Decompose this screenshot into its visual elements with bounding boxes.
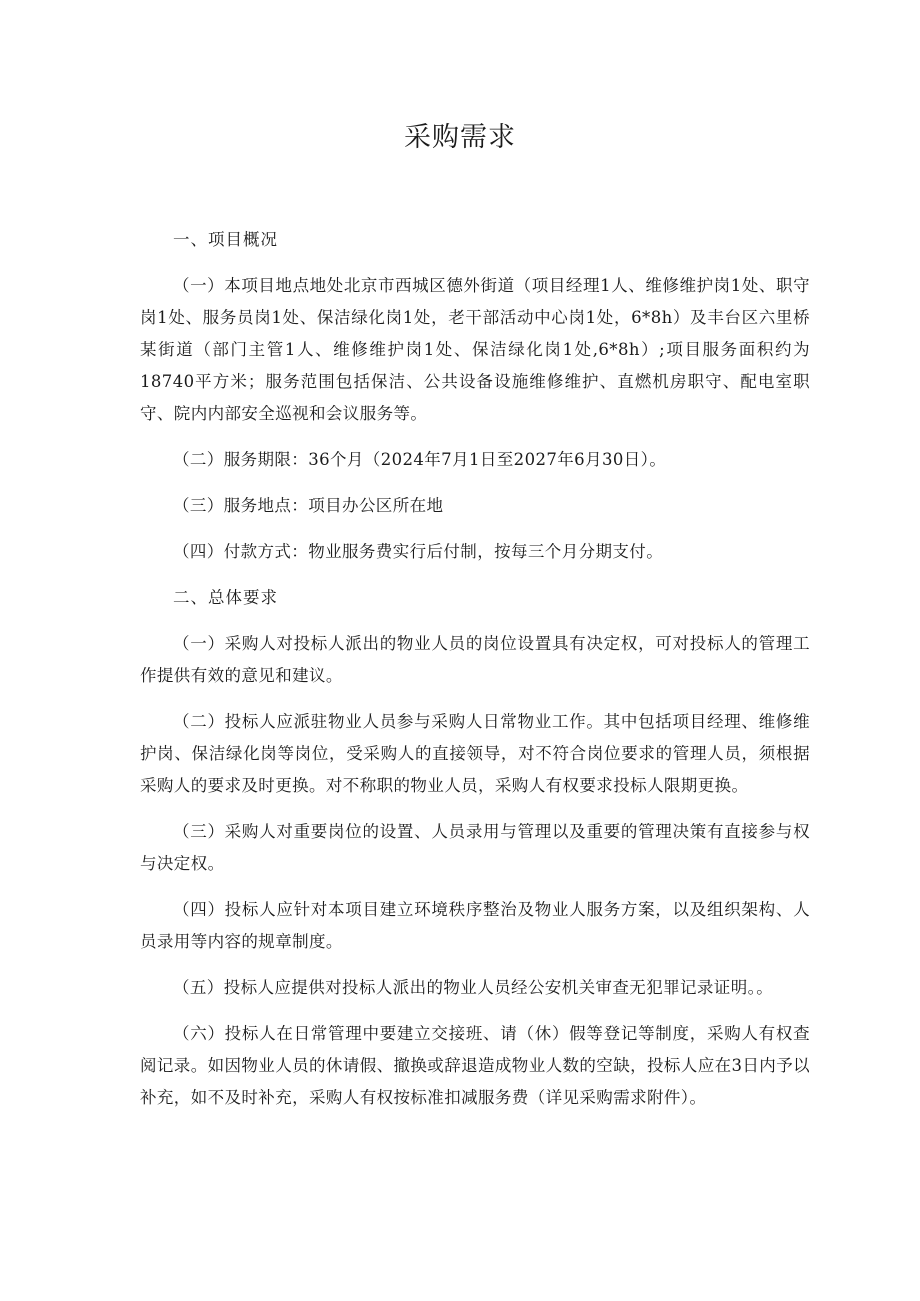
section-heading-project-overview: 一、项目概况	[173, 230, 278, 249]
paragraph-requirement-6: （六）投标人在日常管理中要建立交接班、请（休）假等登记等制度，采购人有权查阅记录。如因物业人员的休请假、撤换或辞退造成物业人数的空缺，投标人应在3日内予以补充，如不及时补充，采购人有权按标准扣减服务费（详见采购需求附件）。	[140, 1024, 810, 1107]
paragraph-requirement-2: （二）投标人应派驻物业人员参与采购人日常物业工作。其中包括项目经理、维修维护岗、保洁绿化岗等岗位，受采购人的直接领导，对不符合岗位要求的管理人员，须根据采购人的要求及时更换。对不称职的物业人员，采购人有权要求投标人限期更换。	[140, 712, 810, 795]
document-body	[140, 224, 810, 1128]
paragraph-project-location: （一）本项目地点地处北京市西城区德外街道（项目经理1人、维修维护岗1处、职守岗1处、服务员岗1处、保洁绿化岗1处，老干部活动中心岗1处，6*8h）及丰台区六里桥某街道（部门主管1人、维修维护岗1处、保洁绿化岗1处,6*8h）;项目服务面积约为18740平方米；服务范围包括保洁、公共设备设施维修维护、直燃机房职守、配电室职守、院内内部安全巡视和会议服务等。	[140, 276, 810, 423]
section-heading-general-requirements: 二、总体要求	[173, 588, 278, 607]
paragraph-requirement-5: （五）投标人应提供对投标人派出的物业人员经公安机关审查无犯罪记录证明。。	[173, 978, 774, 997]
paragraph-service-period: （二）服务期限：36个月（2024年7月1日至2027年6月30日）。	[173, 450, 667, 469]
paragraph-service-location: （三）服务地点：项目办公区所在地	[173, 496, 444, 515]
paragraph-requirement-4: （四）投标人应针对本项目建立环境秩序整治及物业人服务方案，以及组织架构、人员录用等内容的规章制度。	[140, 900, 810, 951]
page-title: 采购需求	[404, 122, 516, 153]
paragraph-payment-method: （四）付款方式：物业服务费实行后付制，按每三个月分期支付。	[173, 542, 664, 561]
paragraph-requirement-1: （一）采购人对投标人派出的物业人员的岗位设置具有决定权，可对投标人的管理工作提供有效的意见和建议。	[140, 634, 810, 685]
paragraph-requirement-3: （三）采购人对重要岗位的设置、人员录用与管理以及重要的管理决策有直接参与权与决定权。	[140, 822, 810, 873]
